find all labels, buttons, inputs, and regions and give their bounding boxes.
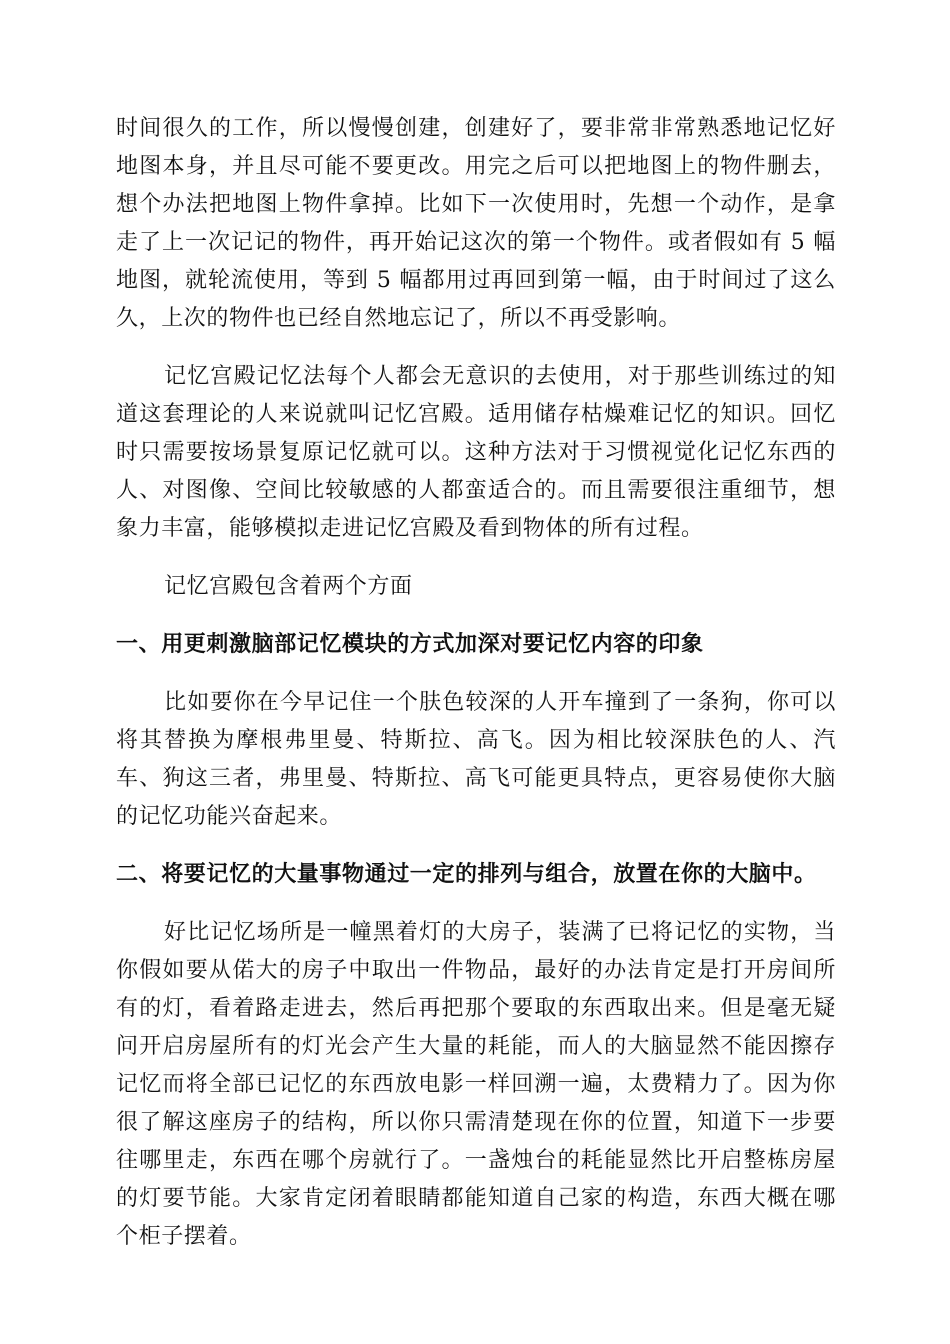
paragraph-aspect-two-example: 好比记忆场所是一幢黑着灯的大房子，装满了已将记忆的实物，当你假如要从偌大的房子中取出一件物品，最好的办法肯定是打开房间所有的灯，看着路走进去，然后再把那个要取的东西取出来。但是毫无疑问开启房屋所有的灯光会产生大量的耗能，而人的大脑显然不能因擦存记忆而将全部已记忆的东西放电影一样回溯一遍，太费精力了。因为你很了解这座房子的结构，所以你只需清楚现在你的位置，知道下一步要往哪里走，东西在哪个房就行了。一盏烛台的耗能显然比开启整栋房屋的灯要节能。大家肯定闭着眼睛都能知道自己家的构造，东西大概在哪个柜子摆着。 <box>116 920 836 1249</box>
document-body <box>116 110 836 1276</box>
heading-aspect-two: 二、将要记忆的大量事物通过一定的排列与组合，放置在你的大脑中。 <box>116 862 817 887</box>
paragraph-memory-palace-intro: 记忆宫殿记忆法每个人都会无意识的去使用，对于那些训练过的知道这套理论的人来说就叫记忆宫殿。适用储存枯燥难记忆的知识。回忆时只需要按场景复原记忆就可以。这种方法对于习惯视觉化记忆东西的人、对图像、空间比较敏感的人都蛮适合的。而且需要很注重细节，想象力丰富，能够模拟走进记忆宫殿及看到物体的所有过程。 <box>116 364 836 541</box>
paragraph-two-aspects: 记忆宫殿包含着两个方面 <box>164 574 413 599</box>
paragraph-map-reuse: 时间很久的工作，所以慢慢创建，创建好了，要非常非常熟悉地记忆好地图本身，并且尽可能不要更改。用完之后可以把地图上的物件删去，想个办法把地图上物件拿掉。比如下一次使用时，先想一个动作，是拿走了上一次记记的物件，再开始记这次的第一个物件。或者假如有 5 幅地图，就轮流使用，等到 5 幅都用过再回到第一幅，由于时间过了这么久，上次的物件也已经自然地忘记了，所以不再受影响。 <box>116 116 836 331</box>
heading-aspect-one: 一、用更刺激脑部记忆模块的方式加深对要记忆内容的印象 <box>116 632 704 657</box>
paragraph-aspect-one-example: 比如要你在今早记住一个肤色较深的人开车撞到了一条狗，你可以将其替换为摩根弗里曼、特斯拉、高飞。因为相比较深肤色的人、汽车、狗这三者，弗里曼、特斯拉、高飞可能更具特点，更容易使你大脑的记忆功能兴奋起来。 <box>116 690 836 829</box>
